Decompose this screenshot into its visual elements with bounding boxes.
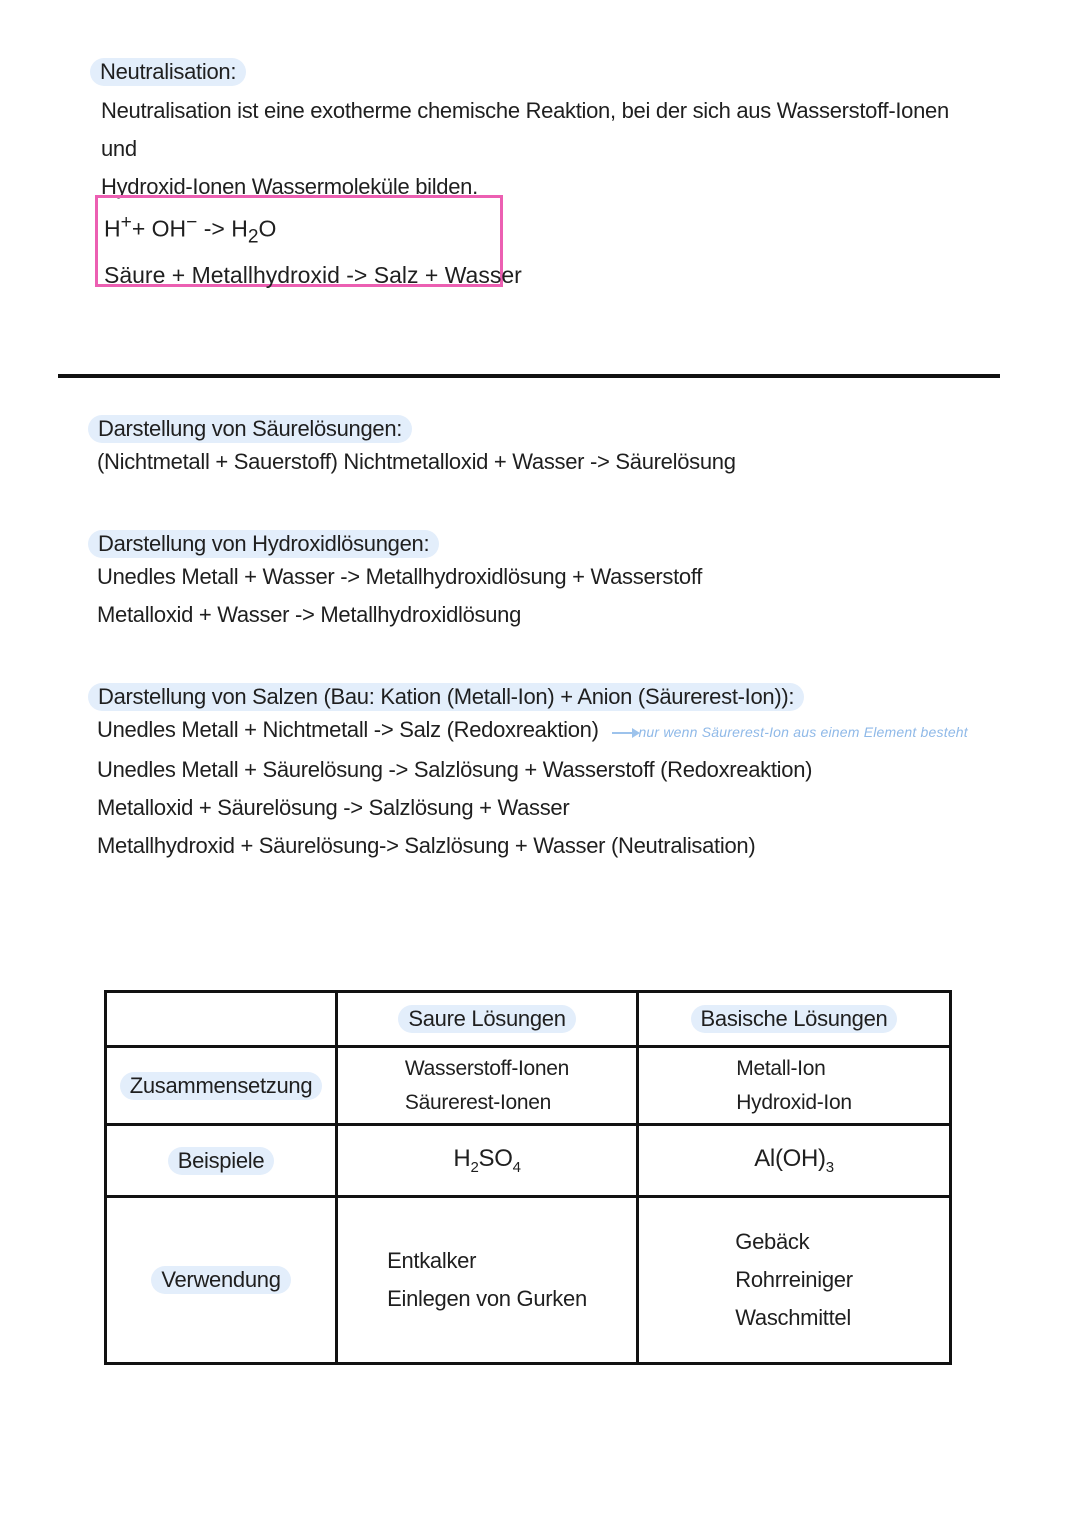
salze-line-3: Metalloxid + Säurelösung -> Salzlösung + Wasser: [97, 795, 570, 820]
acid-composition-2: Säurerest-Ionen: [404, 1090, 552, 1114]
hydroxid-heading: Darstellung von Hydroxidlösungen:: [88, 530, 439, 558]
salze-line-2: Unedles Metall + Säurelösung -> Salzlösung + Wasserstoff (Redoxreaktion): [97, 757, 813, 782]
section-saeureloesungen: [88, 415, 736, 481]
annotation-note: [612, 724, 967, 740]
base-composition-1: Metall-Ion: [736, 1056, 826, 1080]
section-hydroxidloesungen: [88, 530, 702, 634]
acid-composition-1: Wasserstoff-Ionen: [404, 1056, 570, 1080]
header-base-label: Basische Lösungen: [691, 1005, 898, 1033]
neutralisation-heading: [90, 58, 246, 86]
ionic-equation: $H^++ OH^- -> H_2O$: [104, 212, 277, 248]
row-label-verwendung: Verwendung: [151, 1266, 290, 1294]
neutralisation-formula-box: [95, 195, 522, 289]
table-row: [106, 1125, 951, 1197]
salze-heading: Darstellung von Salzen (Bau: Kation (Metall-Ion) + Anion (Säurerest-Ion)):: [88, 683, 804, 711]
neutralisation-heading-label: Neutralisation:: [90, 58, 246, 86]
saeure-heading: Darstellung von Säurelösungen:: [88, 415, 412, 443]
section-salze: [88, 683, 968, 865]
table-row: [106, 1197, 951, 1364]
saeure-line-1: (Nichtmetall + Sauerstoff) Nichtmetalloxid + Wasser -> Säurelösung: [97, 449, 736, 474]
base-composition-2: Hydroxid-Ion: [736, 1090, 852, 1114]
comparison-table: [104, 990, 952, 1365]
hydroxid-line-1: Unedles Metall + Wasser -> Metallhydroxidlösung + Wasserstoff: [97, 564, 703, 589]
header-acid-label: Saure Lösungen: [398, 1005, 575, 1033]
base-usage-1: Gebäck: [735, 1229, 810, 1254]
salze-line-1: [97, 711, 968, 751]
acid-composition-cell: [337, 1047, 638, 1125]
acid-usage-1: Entkalker: [387, 1248, 477, 1273]
row-label-cell: [106, 1125, 337, 1197]
salze-line-4: Metallhydroxid + Säurelösung-> Salzlösung + Wasser (Neutralisation): [97, 833, 756, 858]
neutralisation-text-line-1: Neutralisation ist eine exotherme chemische Reaktion, bei der sich aus Wasserstoff-Ionen und: [101, 98, 949, 161]
table-header-row: [106, 992, 951, 1047]
base-usage-3: Waschmittel: [735, 1305, 851, 1330]
header-base-cell: [638, 992, 951, 1047]
acid-example-formula: $H_2SO_4$: [453, 1145, 521, 1176]
acid-example-cell: [337, 1125, 638, 1197]
acid-usage-cell: [337, 1197, 638, 1364]
annotation-note-text: nur wenn Säurerest-Ion aus einem Element besteht: [638, 724, 968, 740]
header-acid-cell: [337, 992, 638, 1047]
header-empty-cell: [106, 992, 337, 1047]
row-label-cell: [106, 1047, 337, 1125]
row-label-zusammensetzung: Zusammensetzung: [120, 1072, 323, 1100]
base-example-cell: [638, 1125, 951, 1197]
arrow-right-icon: [612, 732, 634, 734]
base-usage-cell: [638, 1197, 951, 1364]
row-label-beispiele: Beispiele: [168, 1147, 275, 1175]
acid-usage-2: Einlegen von Gurken: [387, 1286, 587, 1311]
word-equation: Säure + Metallhydroxid -> Salz + Wasser: [104, 262, 522, 289]
salze-line-1-text: Unedles Metall + Nichtmetall -> Salz (Redoxreaktion): [97, 717, 599, 742]
row-label-cell: [106, 1197, 337, 1364]
section-divider: [58, 374, 1000, 378]
neutralisation-text-line-2: Hydroxid-Ionen Wassermoleküle bilden.: [101, 174, 478, 199]
hydroxid-line-2: Metalloxid + Wasser -> Metallhydroxidlösung: [97, 602, 522, 627]
base-usage-2: Rohrreiniger: [735, 1267, 853, 1292]
base-composition-cell: [638, 1047, 951, 1125]
neutralisation-definition: [101, 92, 981, 206]
table-row: [106, 1047, 951, 1125]
base-example-formula: $Al(OH)_3$: [754, 1145, 834, 1176]
